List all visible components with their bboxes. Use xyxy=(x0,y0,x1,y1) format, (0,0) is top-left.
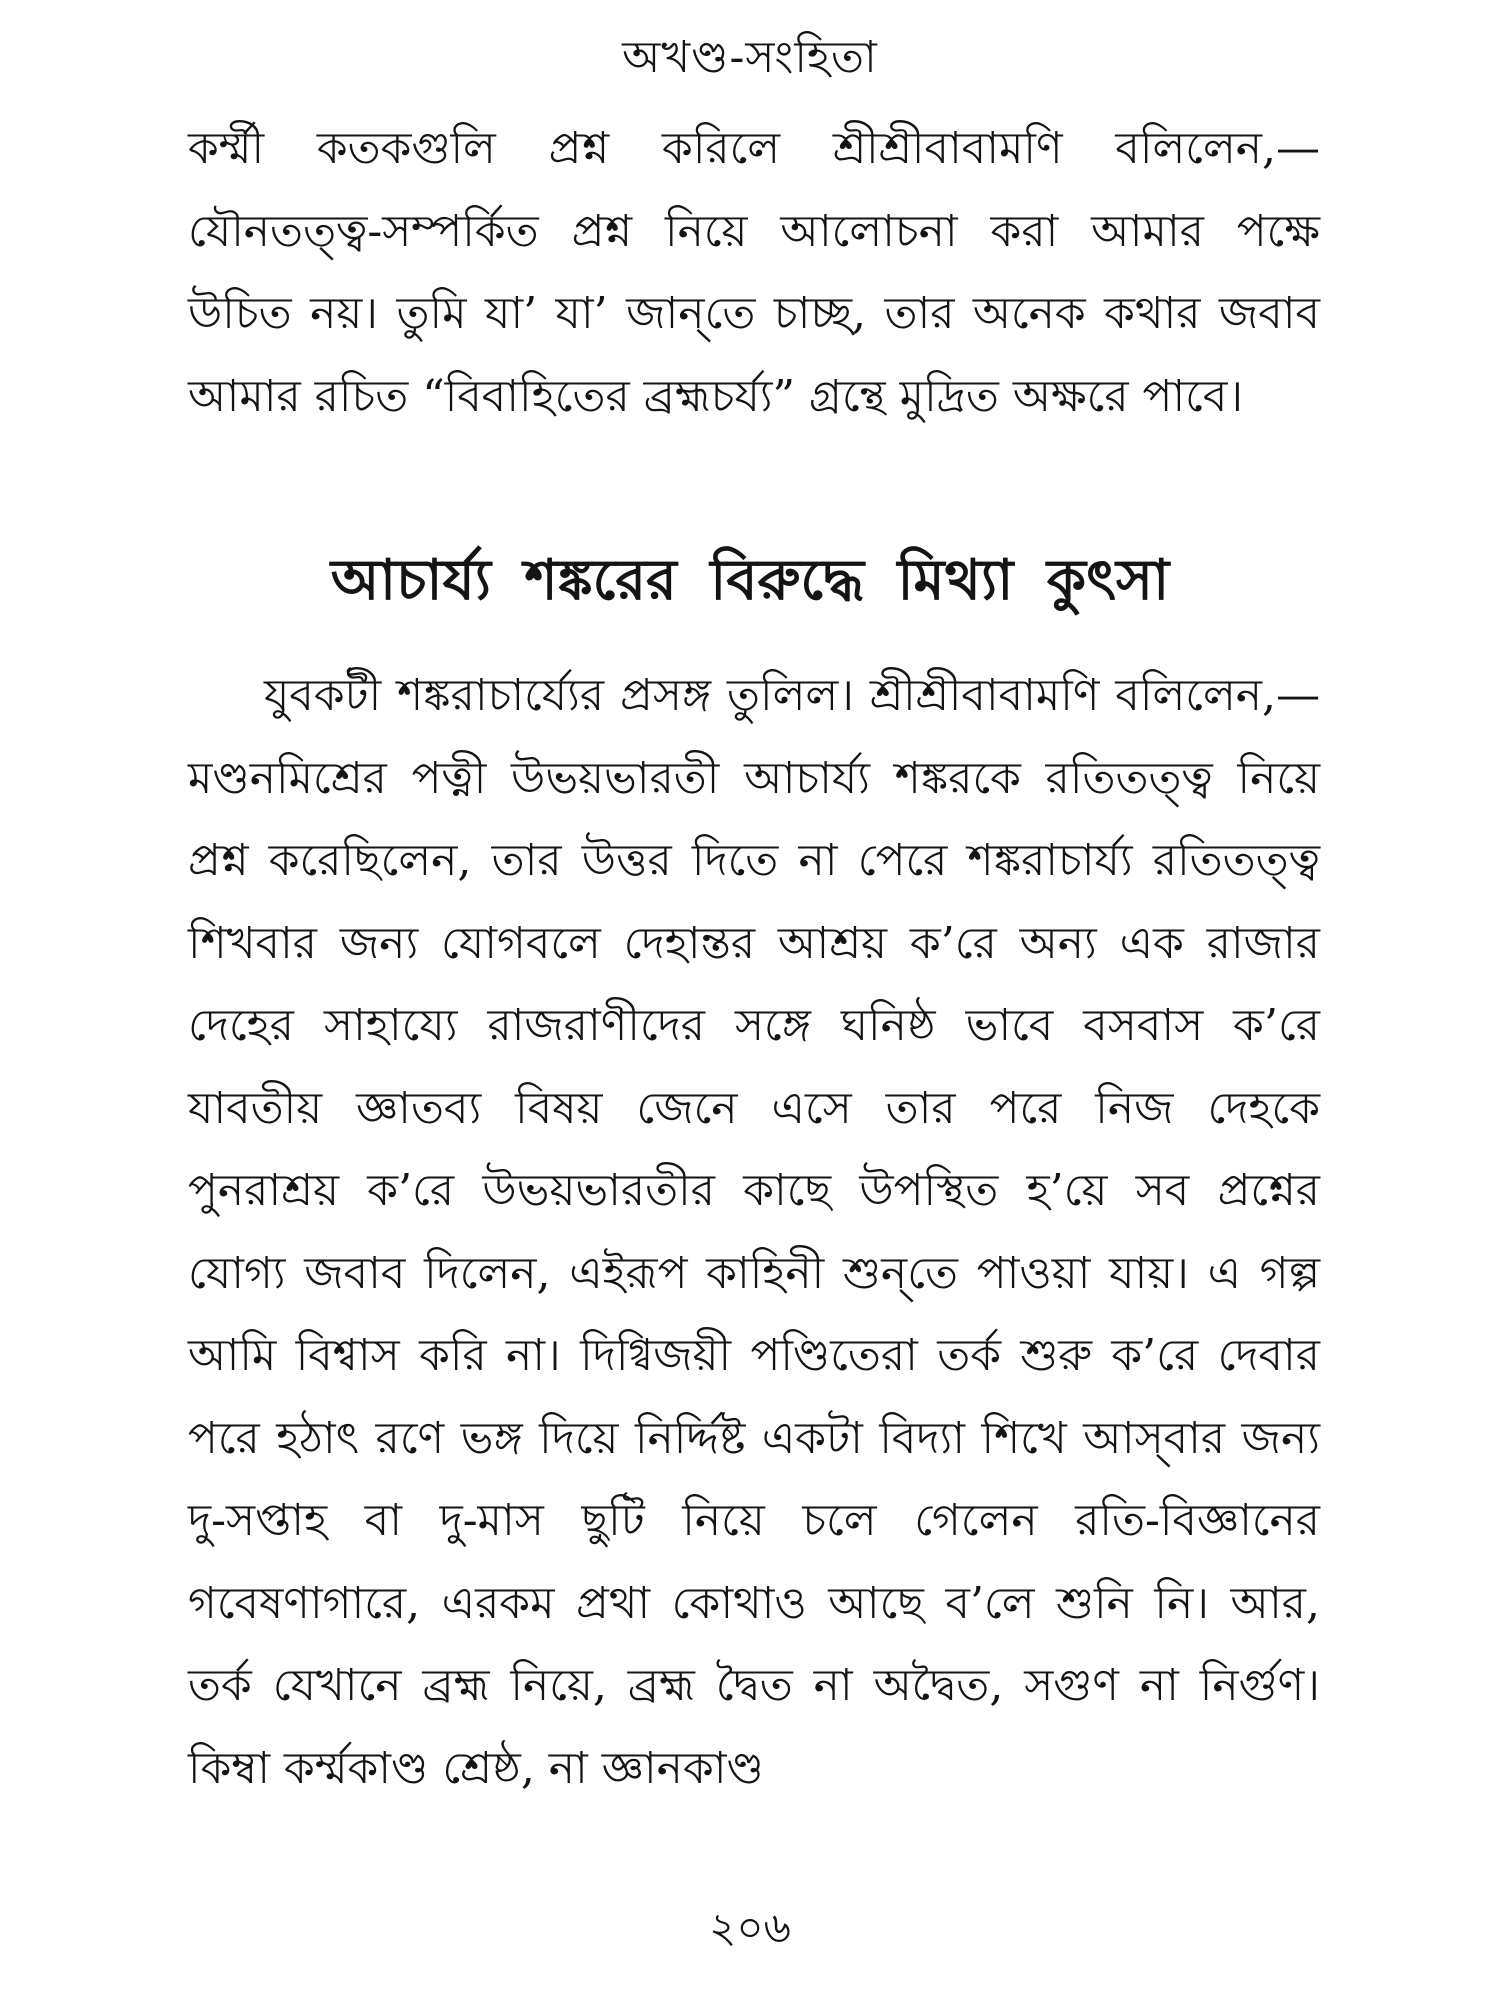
running-head: অখণ্ড-সংহিতা xyxy=(622,32,878,83)
page-number: ২০৬ xyxy=(709,1903,791,1952)
paragraph-2: যুবকটী শঙ্করাচার্য্যের প্রসঙ্গ তুলিল। শ্রীশ্রীবাবামণি বলিলেন,—মণ্ডনমিশ্রের পত্নী উভয়ভারতী আচার্য্য শঙ্করকে রতিতত্ত্ব নিয়ে প্রশ্ন করেছিলেন, তার উত্তর দিতে না পেরে শঙ্করাচার্য্য রতিতত্ত্ব শিখবার জন্য যোগবলে দেহান্তর আশ্রয় ক’রে অন্য এক রাজার দেহের সাহায্যে রাজরাণীদের সঙ্গে ঘনিষ্ঠ ভাবে বসবাস ক’রে যাবতীয় জ্ঞাতব্য বিষয় জেনে এসে তার পরে নিজ দেহকে পুনরাশ্রয় ক’রে উভয়ভারতীর কাছে উপস্থিত হ’য়ে সব প্রশ্নের যোগ্য জবাব দিলেন, এইরূপ কাহিনী শুন্‌তে পাওয়া যায়। এ গল্প আমি বিশ্বাস করি না। দিগ্বিজয়ী পণ্ডিতেরা তর্ক শুরু ক’রে দেবার পরে হঠাৎ রণে ভঙ্গ দিয়ে নির্দ্দিষ্ট একটা বিদ্যা শিখে আস্‌বার জন্য দু-সপ্তাহ বা দু-মাস ছুটি নিয়ে চলে গেলেন রতি-বিজ্ঞানের গবেষণাগারে, এরকম প্রথা কোথাও আছে ব’লে শুনি নি। আর, তর্ক যেখানে ব্রহ্ম নিয়ে, ব্রহ্ম দ্বৈত না অদ্বৈত, সগুণ না নির্গুণ। কিম্বা কর্ম্মকাণ্ড শ্রেষ্ঠ, না জ্ঞানকাণ্ড xyxy=(188,670,1320,1794)
paragraph-1: কর্ম্মী কতকগুলি প্রশ্ন করিলে শ্রীশ্রীবাবামণি বলিলেন,— যৌনতত্ত্ব-সম্পর্কিত প্রশ্ন নিয়ে আলোচনা করা আমার পক্ষে উচিত নয়। তুমি যা’ যা’ জান্‌তে চাচ্ছ, তার অনেক কথার জবাব আমার রচিত “বিবাহিতের ব্রহ্মচর্য্য” গ্রন্থে মুদ্রিত অক্ষরে পাবে। xyxy=(188,123,1320,422)
section-heading: আচার্য্য শঙ্করের বিরুদ্ধে মিথ্যা কুৎসা xyxy=(330,547,1170,613)
